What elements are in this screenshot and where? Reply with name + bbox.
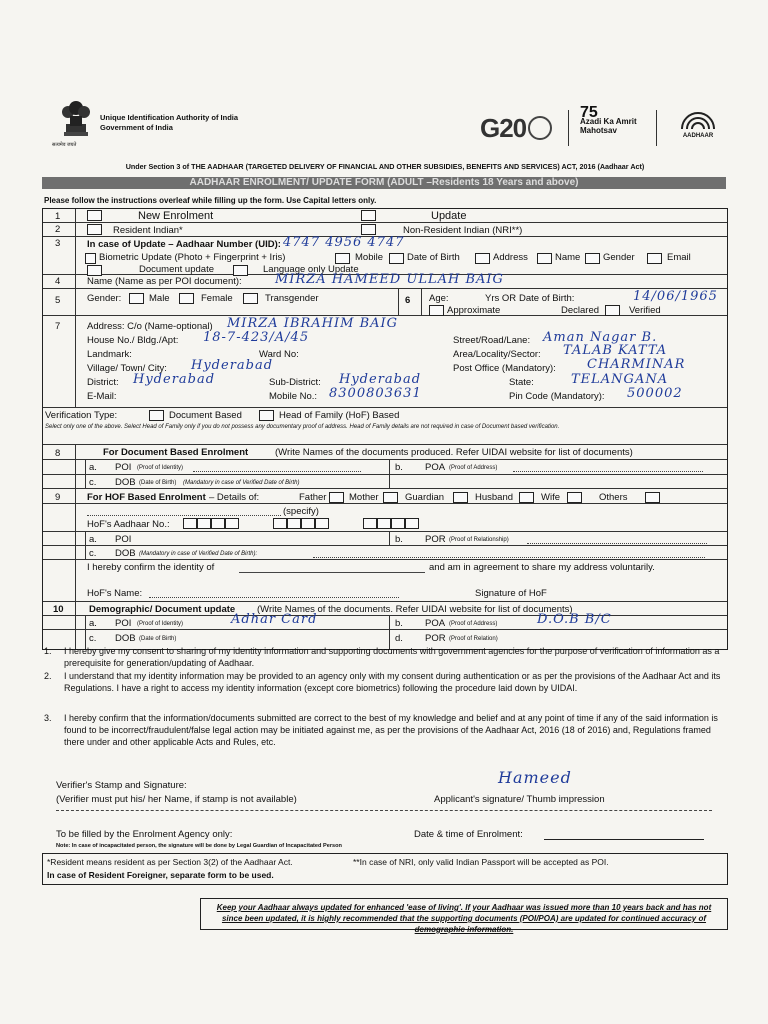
transgender-label: Transgender [265,293,319,304]
subdistrict-value[interactable]: Hyderabad [339,372,422,387]
uidai-name: Unique Identification Authority of India Government of India [100,113,239,132]
hof-poi-label: POI [115,534,132,545]
update-por-label: POR [425,633,446,644]
keep-updated-note: Keep your Aadhaar always updated for enhanced 'ease of living'. If your Aadhaar was issued more than 10 years back and has not since been updated, it is highly recommended that the supporting documents (POI/POA) are updated for continued accuracy of demographic information. [200,898,728,930]
item-letter: b. [395,534,403,545]
address-update-checkbox[interactable] [475,253,490,264]
document-based-checkbox[interactable] [149,410,164,421]
poa-label: POA [425,462,446,473]
row-number: 9 [55,492,61,503]
mobile-label: Mobile No.: [269,391,318,402]
form-title: AADHAAR ENROLMENT/ UPDATE FORM (ADULT –Residents 18 Years and above) [42,177,726,189]
dob-doc-sublabel: (Date of Birth) [139,480,177,486]
others-checkbox[interactable] [645,492,660,503]
hof-details-label: – Details of: [209,492,260,503]
nri-label: Non-Resident Indian (NRI**) [403,225,523,236]
enrolment-date-label: Date & time of Enrolment: [414,829,523,840]
new-enrolment-label: New Enrolment [138,210,214,222]
house-value[interactable]: 18-7-423/A/45 [203,330,310,345]
biometric-checkbox[interactable] [85,253,96,264]
verifier-note: (Verifier must put his/ her Name, if stamp is not available) [56,794,297,805]
item-letter: b. [395,618,403,629]
street-value[interactable]: Aman Nagar B. [543,330,658,345]
state-label: State: [509,377,534,388]
instructions: Please follow the instructions overleaf while filling up the form. Use Capital letters only. [44,196,377,205]
uid-label: In case of Update – Aadhaar Number (UID): [87,239,281,250]
verifier-stamp-label: Verifier's Stamp and Signature: [56,780,187,791]
update-poi-value[interactable]: Adhar Card [231,612,318,627]
update-por-sublabel: (Proof of Relation) [449,636,498,642]
document-based-label: Document Based [169,410,242,421]
wife-checkbox[interactable] [567,492,582,503]
new-enrolment-checkbox[interactable] [87,210,102,221]
por-field[interactable] [527,543,707,544]
enrolment-date-field[interactable] [544,839,704,840]
landmark-label: Landmark: [87,349,132,360]
male-label: Male [149,293,170,304]
husband-label: Husband [475,492,514,503]
mobile-update-label: Mobile [355,252,383,263]
father-checkbox[interactable] [329,492,344,503]
item-letter: a. [89,618,97,629]
update-poi-label: POI [115,618,132,629]
name-label: Name (Name as per POI document): [87,276,242,287]
poa-sublabel: (Proof of Address) [449,465,498,471]
email-label: E-Mail: [87,391,117,402]
g20-logo: G20 [480,113,527,143]
azadi-logo: 75 Azadi Ka Amrit Mahotsav [580,104,637,135]
applicant-signature[interactable]: Hameed [498,768,572,787]
enrolment-form [42,208,728,650]
item-letter: c. [89,548,97,559]
item-letter: b. [395,462,403,473]
specify-field[interactable] [87,515,281,516]
item-letter: a. [89,534,97,545]
state-value[interactable]: TELANGANA [571,372,669,387]
divider [56,810,712,811]
ward-label: Ward No: [259,349,299,360]
document-enrolment-label: For Document Based Enrolment [103,447,249,458]
address-update-label: Address [493,252,528,263]
verification-note: Select only one of the above. Select Head of Family only if you do not possess any documentary proof of address. Head of Family details are not required in case of Document based verification. [45,424,560,430]
gender-label: Gender: [87,293,122,304]
poa-field[interactable] [513,471,703,472]
wife-label: Wife [541,492,560,503]
mother-checkbox[interactable] [383,492,398,503]
aadhaar-fingerprint-icon [678,105,718,131]
specify-label: (specify) [283,506,319,517]
hof-enrolment-label: For HOF Based Enrolment [87,492,206,503]
por-label: POR [425,534,446,545]
row-number: 1 [55,211,61,222]
co-value[interactable]: MIRZA IBRAHIM BAIG [227,316,399,331]
nri-checkbox[interactable] [361,224,376,235]
transgender-checkbox[interactable] [243,293,258,304]
poi-label: POI [115,462,132,473]
approximate-label: Approximate [447,305,501,316]
hof-signature-label: Signature of HoF [475,588,547,599]
aadhaar-logo: AADHAAR [670,105,726,139]
act-reference: Under Section 3 of THE AADHAAR (TARGETED DELIVERY OF FINANCIAL AND OTHER SUBSIDIES, BENEFITS AND SERVICES) ACT, 2016 (Aadhaar Act) [125,162,645,171]
item-letter: c. [89,477,97,488]
husband-checkbox[interactable] [519,492,534,503]
mobile-update-checkbox[interactable] [335,253,350,264]
area-value[interactable]: TALAB KATTA [563,343,668,358]
confirm-field[interactable] [239,572,425,573]
district-label: District: [87,377,119,388]
row-number: 3 [55,238,61,249]
document-enrolment-desc: (Write Names of the documents produced. Refer UIDAI website for list of documents) [275,447,633,458]
row-number: 8 [55,448,61,459]
row-number: 2 [55,224,61,235]
language-update-checkbox[interactable] [233,265,248,276]
dob-update-checkbox[interactable] [389,253,404,264]
national-emblem-icon [56,90,96,146]
hof-dob-mandatory: (Mandatory in case of Verified Date of Birth): [139,551,258,557]
row-number: 6 [405,295,411,306]
update-poa-value[interactable]: D.O.B B/C [537,612,612,627]
area-label: Area/Locality/Sector: [453,349,541,360]
verified-label: Verified [629,305,661,316]
language-update-label: Language only Update [263,264,359,275]
dob-doc-mandatory: (Mandatory in case of Verified Date of Birth) [183,480,300,486]
poi-field[interactable] [193,471,361,472]
mobile-value[interactable]: 8300803631 [329,386,422,401]
hof-dob-label: DOB [115,548,136,559]
village-value[interactable]: Hyderabad [191,358,274,373]
applicant-signature-label: Applicant's signature/ Thumb impression [434,794,605,805]
pin-label: Pin Code (Mandatory): [509,391,605,402]
resident-indian-checkbox[interactable] [87,224,102,235]
verification-type-label: Verification Type: [45,410,118,421]
co-label: Address: C/o (Name-optional) [87,321,213,332]
approximate-checkbox[interactable] [429,305,444,316]
resident-indian-label: Resident Indian* [113,225,183,236]
demographic-update-desc: (Write Names of the documents. Refer UIDAI website for list of documents) [257,604,573,615]
row-number: 10 [53,604,64,615]
item-letter: d. [395,633,403,644]
resident-notes: *Resident means resident as per Section 3(2) of the Aadhaar Act. **In case of NRI, only valid Indian Passport will be accepted as POI. In case of Resident Foreigner, separate form to be used. [42,853,728,885]
name-value[interactable]: MIRZA HAMEED ULLAH BAIG [275,272,504,287]
update-dob-sublabel: (Date of Birth) [139,636,177,642]
post-office-value[interactable]: CHARMINAR [587,357,686,372]
agency-label: To be filled by the Enrolment Agency only: [56,829,233,840]
father-label: Father [299,492,327,503]
others-label: Others [599,492,628,503]
street-label: Street/Road/Lane: [453,335,531,346]
name-update-checkbox[interactable] [537,253,552,264]
email-update-label: Email [667,252,691,263]
globe-icon [528,116,552,140]
gender-update-label: Gender [603,252,635,263]
divider [568,110,569,146]
hof-name-field[interactable] [149,597,399,598]
hof-name-label: HoF's Name: [87,588,143,599]
update-poa-sublabel: (Proof of Address) [449,621,498,627]
house-label: House No./ Bldg./Apt: [87,335,179,346]
divider [656,110,657,146]
district-value[interactable]: Hyderabad [133,372,216,387]
update-poa-label: POA [425,618,446,629]
hof-based-checkbox[interactable] [259,410,274,421]
pin-value[interactable]: 500002 [627,386,683,401]
confirm-label: I hereby confirm the identity of [87,562,215,573]
female-label: Female [201,293,233,304]
dob-update-label: Date of Birth [407,252,460,263]
row-number: 7 [55,321,61,332]
dob-label: Date of Birth: [519,293,575,304]
confirm-label-2: and am in agreement to share my address voluntarily. [429,562,655,573]
yrs-or-label: Yrs OR [485,293,517,304]
post-office-label: Post Office (Mandatory): [453,363,556,374]
biometric-label: Biometric Update (Photo + Fingerprint + Iris) [99,252,286,263]
poi-sublabel: (Proof of Identity) [137,465,184,471]
incapacitated-note: Note: In case of incapacitated person, the signature will be done by Legal Guardian of Incapacitated Person [56,843,342,849]
hof-aadhaar-label: HoF's Aadhaar No.: [87,519,170,530]
declared-checkbox[interactable] [605,305,620,316]
document-update-checkbox[interactable] [87,265,102,276]
update-poi-sublabel: (Proof of Identity) [137,621,184,627]
hof-dob-field[interactable] [313,557,705,558]
age-label: Age: [429,293,449,304]
male-checkbox[interactable] [129,293,144,304]
gender-update-checkbox[interactable] [585,253,600,264]
update-label: Update [431,210,467,222]
por-sublabel: (Proof of Relationship) [449,537,509,543]
village-label: Village/ Town/ City: [87,363,167,374]
item-letter: c. [89,633,97,644]
female-checkbox[interactable] [179,293,194,304]
item-letter: a. [89,462,97,473]
guardian-label: Guardian [405,492,445,503]
hof-aadhaar-boxes[interactable] [183,518,531,529]
declaration-1: 1. I hereby give my consent to sharing of my identity information and supporting documents with government agencies for the purpose of verification of information as a prerequisite for generation/updating of Aadhaar. [44,646,720,668]
update-dob-label: DOB [115,633,136,644]
subdistrict-label: Sub-District: [269,377,321,388]
declared-label: Declared [561,305,600,316]
row-number: 5 [55,295,61,306]
name-update-label: Name [555,252,581,263]
dob-doc-label: DOB [115,477,136,488]
dob-value[interactable]: 14/06/1965 [633,289,718,304]
document-update-label: Document update [139,264,214,275]
emblem-caption: सत्यमेव जयते [52,142,77,148]
demographic-update-label: Demographic/ Document update [89,604,236,615]
guardian-checkbox[interactable] [453,492,468,503]
row-number: 4 [55,276,61,287]
email-update-checkbox[interactable] [647,253,662,264]
mother-label: Mother [349,492,379,503]
uid-value[interactable]: 4747 4956 4747 [283,235,405,250]
hof-based-label: Head of Family (HoF) Based [279,410,400,421]
declaration-3: 3. I hereby confirm that the information/documents submitted are correct to the best of my knowledge and belief and at any point of time if any of the said information is found to be incorrect/fraudulent/false legal action may be initiated against me, as per the provisions of the Aadhaar Act, 2016 (18 of 2016) and, Regulations framed there under and other applicable Acts and Rules, etc. [44,713,718,747]
update-checkbox[interactable] [361,210,376,221]
declaration-2: 2. I understand that my identity information may be provided to an agency only with my consent during authentication or as per the provisions of the Aadhaar Act and its Regulations. I have a right to access my identity information (except core biometrics) following the procedure laid down by UIDAI. [44,671,721,693]
